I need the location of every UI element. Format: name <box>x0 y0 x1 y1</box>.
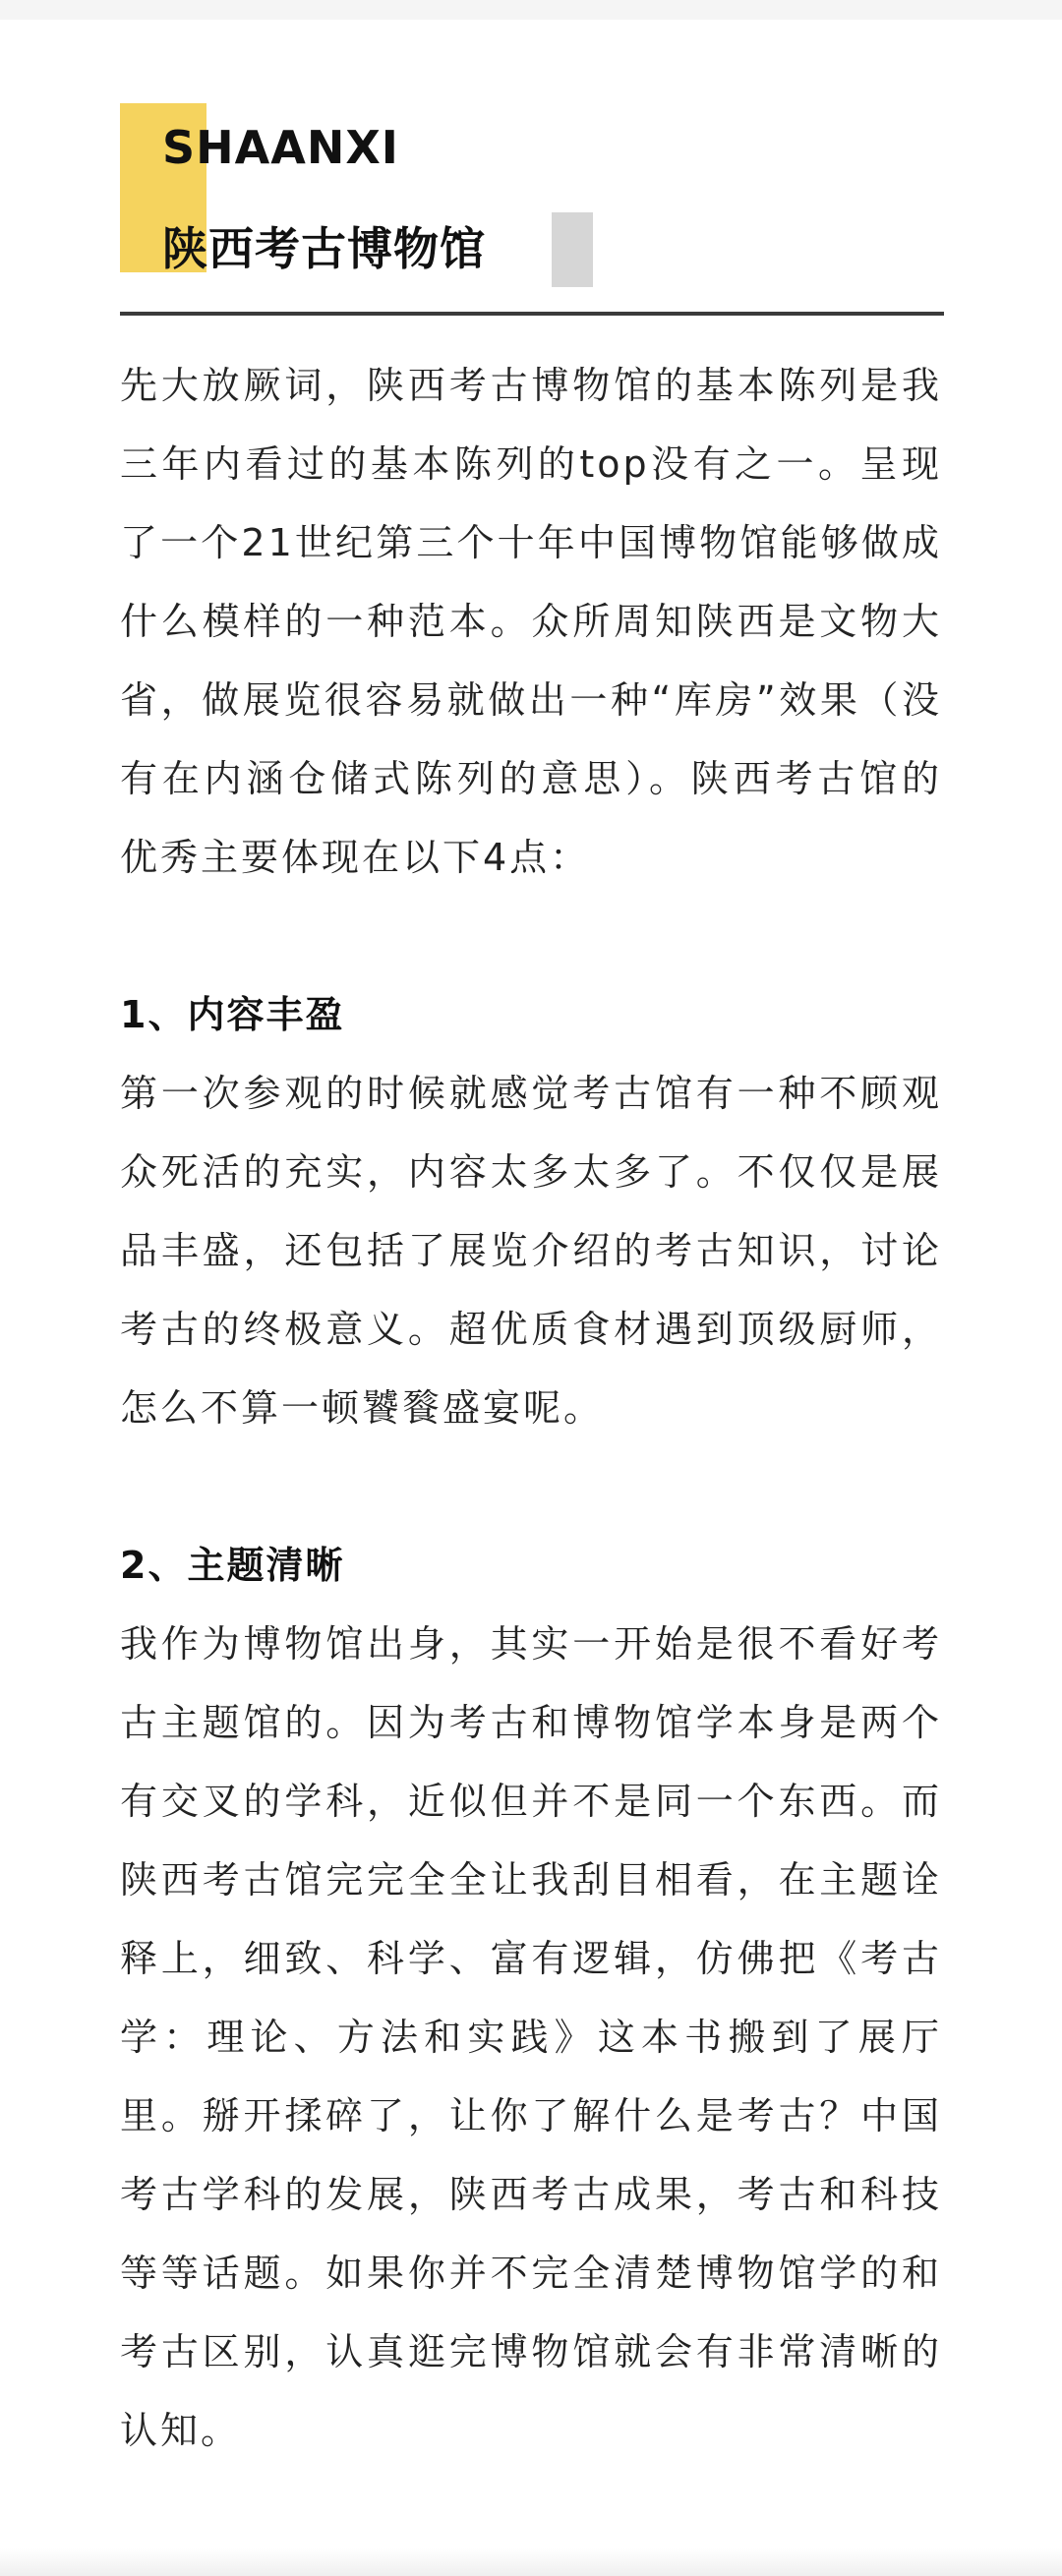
gray-accent-block <box>552 212 593 287</box>
header-divider <box>120 312 944 316</box>
section-body-1: 第一次参观的时候就感觉考古馆有一种不顾观众死活的充实，内容太多太多了。不仅仅是展品丰盛，还包括了展览介绍的考古知识，讨论考古的终极意义。超优质食材遇到顶级厨师，怎么不算一顿饕餮盛宴呢。 <box>120 1072 942 1430</box>
section-body-2: 我作为博物馆出身，其实一开始是很不看好考古主题馆的。因为考古和博物馆学本身是两个有交叉的学科，近似但并不是同一个东西。而陕西考古馆完完全全让我刮目相看，在主题诠释上，细致、科学、富有逻辑，仿佛把《考古学：理论、方法和实践》这本书搬到了展厅里。掰开揉碎了，让你了解什么是考古？中国考古学科的发展，陕西考古成果，考古和科技等等话题。如果你并不完全清楚博物馆学的和考古区别，认真逛完博物馆就会有非常清晰的认知。 <box>120 1622 942 2452</box>
article-header <box>120 103 944 315</box>
header-chinese-title: 陕西考古博物馆 <box>162 222 486 275</box>
bottom-band <box>0 2548 1062 2576</box>
section-spacer <box>120 1447 942 1526</box>
article-body <box>120 346 942 2470</box>
section-heading-2: 2、主题清晰 <box>120 1544 345 1587</box>
top-band <box>0 0 1062 20</box>
intro-paragraph: 先大放厥词，陕西考古博物馆的基本陈列是我三年内看过的基本陈列的top没有之一。呈现了一个21世纪第三个十年中国博物馆能够做成什么模样的一种范本。众所周知陕西是文物大省，做展览很容易就做出一种“库房”效果（没有在内涵仓储式陈列的意思）。陕西考古馆的优秀主要体现在以下4点： <box>120 364 942 879</box>
section-spacer <box>120 897 942 975</box>
header-english-title: SHAANXI <box>162 121 399 174</box>
section-heading-1: 1、内容丰盈 <box>120 993 345 1036</box>
